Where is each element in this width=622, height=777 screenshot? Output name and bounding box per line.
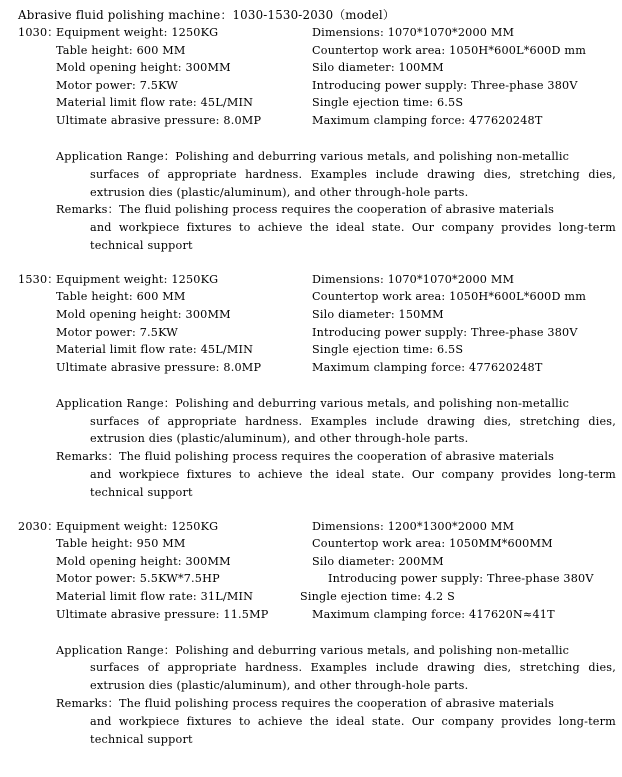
spec-right-4: Single ejection time: 4.2 S [300,589,455,603]
spec-left-1: Table height: 600 MM [56,43,186,57]
document-title: Abrasive fluid polishing machine：1030-1530-2030（model） [18,8,395,22]
spec-right-4: Single ejection time: 6.5S [312,343,464,357]
spec-left-2: Mold opening height: 300MM [56,307,231,321]
model-label: 2030： [18,519,59,533]
remarks-text: The fluid polishing process requires the cooperation of abrasive materials [118,696,555,710]
application-range-paragraph [56,642,616,695]
spec-table [18,518,622,642]
remarks-continuation: and workpiece fixtures to achieve the ideal state. Our company provides long-term technical support [90,714,616,746]
spec-left-4: Material limit flow rate: 45L/MIN [56,96,254,110]
spec-right-1: Countertop work area: 1050MM*600MM [312,537,553,551]
model-section-1530 [18,271,622,502]
spec-right-0: Dimensions: 1200*1300*2000 MM [312,519,515,533]
application-range-paragraph [56,148,616,201]
application-range-continuation: surfaces of appropriate hardness. Examples include drawing dies, stretching dies, extrusion dies (plastic/aluminum), and other through-hole parts. [90,167,616,199]
spec-left-5: Ultimate abrasive pressure: 8.0MP [56,360,262,374]
spec-right-3: Introducing power supply: Three-phase 380V [312,325,578,339]
spec-left-4: Material limit flow rate: 45L/MIN [56,343,254,357]
spec-left-0: Equipment weight: 1250KG [56,519,219,533]
spec-right-5: Maximum clamping force: 477620248T [312,360,543,374]
spec-left-5: Ultimate abrasive pressure: 11.5MP [56,607,269,621]
remarks-continuation: and workpiece fixtures to achieve the ideal state. Our company provides long-term technical support [90,467,616,499]
spec-left-4: Material limit flow rate: 31L/MIN [56,589,254,603]
application-range-label: Application Range： [56,150,176,163]
spec-right-2: Silo diameter: 150MM [312,307,444,321]
spec-right-5: Maximum clamping force: 417620N≈41T [312,607,555,621]
spec-left-0: Equipment weight: 1250KG [56,26,219,39]
spec-right-3: Introducing power supply: Three-phase 380V [312,78,578,92]
application-range-label: Application Range： [56,396,176,410]
application-range-text: Polishing and deburring various metals, and polishing non-metallic [175,150,570,163]
remarks-label: Remarks： [56,450,119,464]
spec-left-2: Mold opening height: 300MM [56,61,231,75]
spec-table [18,24,622,148]
remarks-label: Remarks： [56,696,119,710]
application-range-label: Application Range： [56,643,176,657]
spec-table [18,271,622,395]
spec-left-1: Table height: 600 MM [56,290,186,304]
spec-right-0: Dimensions: 1070*1070*2000 MM [312,26,515,39]
spec-left-3: Motor power: 5.5KW*7.5HP [56,572,220,586]
spec-left-3: Motor power: 7.5KW [56,78,178,92]
application-range-text: Polishing and deburring various metals, and polishing non-metallic [175,643,570,657]
application-range-continuation: surfaces of appropriate hardness. Examples include drawing dies, stretching dies, extrusion dies (plastic/aluminum), and other through-hole parts. [90,661,616,693]
spec-right-2: Silo diameter: 100MM [312,61,444,75]
remarks-paragraph [56,695,616,748]
model-label: 1030： [18,26,59,39]
spec-right-4: Single ejection time: 6.5S [312,96,464,110]
remarks-paragraph [56,201,616,254]
model-section-1030 [18,24,622,255]
application-range-continuation: surfaces of appropriate hardness. Examples include drawing dies, stretching dies, extrusion dies (plastic/aluminum), and other through-hole parts. [90,414,616,446]
remarks-text: The fluid polishing process requires the cooperation of abrasive materials [118,203,555,217]
application-range-paragraph [56,395,616,448]
spec-right-5: Maximum clamping force: 477620248T [312,114,543,127]
spec-left-3: Motor power: 7.5KW [56,325,178,339]
spec-right-1: Countertop work area: 1050H*600L*600D mm [312,290,587,304]
model-section-2030 [18,518,622,749]
spec-right-0: Dimensions: 1070*1070*2000 MM [312,272,515,286]
spec-right-1: Countertop work area: 1050H*600L*600D mm [312,43,587,57]
spec-left-2: Mold opening height: 300MM [56,554,231,568]
spec-left-0: Equipment weight: 1250KG [56,272,219,286]
remarks-text: The fluid polishing process requires the cooperation of abrasive materials [118,450,555,464]
application-range-text: Polishing and deburring various metals, and polishing non-metallic [175,396,570,410]
spec-left-5: Ultimate abrasive pressure: 8.0MP [56,114,262,127]
model-label: 1530： [18,272,59,286]
remarks-continuation: and workpiece fixtures to achieve the ideal state. Our company provides long-term technical support [90,221,616,252]
remarks-label: Remarks： [56,203,119,217]
remarks-paragraph [56,448,616,501]
spec-right-3: Introducing power supply: Three-phase 380V [328,572,594,586]
spec-left-1: Table height: 950 MM [56,537,186,551]
spec-right-2: Silo diameter: 200MM [312,554,444,568]
